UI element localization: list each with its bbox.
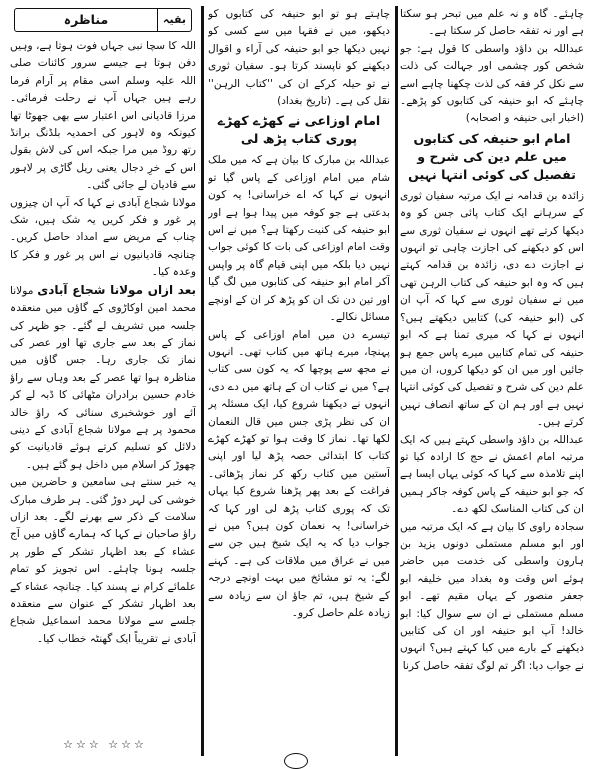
- end-stars-ornament: ☆☆☆ ☆☆☆: [63, 738, 147, 751]
- article-title: مناظرہ: [63, 12, 109, 28]
- paragraph: تیسرے دن میں امام اوزاعی کے پاس پہنچا، میرے ہاتھ میں کتاب تھی۔ انہوں نے مجھ سے پوچھا کہ یہ کون سی کتاب ہے؟ میں نے کتاب ان کے ہاتھ میں دے دی، انہوں نے دیکھنا شروع کیا، ایک مسئلہ پر ان کی نظر پڑی جس میں قال النعمان لکھا تھا۔ نماز کا وقت ہوا تو کھڑے کھڑے کتاب کا ابتدائی حصہ پڑھ لیا اور اپنی آستین میں کتاب رکھ کر نماز پڑھائی۔ فراغت کے بعد پھر پڑھنا شروع کیا یہاں تک کہ پوری کتاب پڑھ لی اور کہا کہ خراسانی! یہ نعمان کون ہیں؟ میں نے جواب دیا کہ یہ ایک شیخ ہیں جن سے میں نے عراق میں ملاقات کی ہے۔ کہنے لگے: یہ تو مشائخ میں بہت اونچے درجہ کے شیخ ہیں، تم جاؤ ان سے زیادہ سے زیادہ علم حاصل کرو۔: [208, 328, 390, 619]
- continued-tab: بقیہ: [157, 9, 191, 31]
- right-column: [400, 6, 584, 754]
- paragraph: [10, 282, 196, 474]
- column-divider-left: [201, 6, 204, 756]
- paragraph: عبداللہ بن مبارک کا بیان ہے کہ میں ملک شام میں امام اوزاعی کے پاس گیا تو انہوں نے کہا کہ اے خراسانی! یہ کون بدعتی ہے جو کوفہ میں پیدا ہوا ہے اور ابو حنیفہ کی کنیت رکھتا ہے؟ میں نے اس وقت امام اوزاعی کی بات کا کوئی جواب نہیں دیا بلکہ میں اپنی قیام گاہ پر واپس آکر امام ابو حنیفہ کی کتابوں میں لگ گیا اور تین دن تک ان کو پڑھ کر ان کے اونچے مسائل نکالے۔: [208, 154, 390, 324]
- section-heading: امام اوزاعی نے کھڑے کھڑے پوری کتاب پڑھ لی: [217, 113, 381, 147]
- paragraph: سجادہ راوی کا بیان ہے کہ ایک مرتبہ میں اور ابو مسلم مستملی دونوں یزید بن ہارون واسطی کی خدمت میں حاضر ہوئے اس وقت وہ بغداد میں خلیفہ ابو جعفر منصور کے یہاں مقیم تھے۔ ابو مسلم مستملی نے ان سے سوال کیا: ابو خالد! آپ ابو حنیفہ اور ان کی کتابیں دیکھنے کے بارے میں کیا کہتے ہیں؟ انہوں نے جواب دیا: اگر تم لوگ تفقہ حاصل کرنا: [400, 520, 584, 672]
- paragraph: اللہ کا سچا نبی جہاں فوت ہوتا ہے، وہیں دفن ہوتا ہے جیسے سرور کائنات صلی اللہ علیہ وسلم اسی مقام پر آرام فرما رہے ہیں جہاں آپ نے رحلت فرمائی۔ مرزا قادیانی اس اعتبار سے بھی جھوٹا تھا کیونکہ وہ لاہور کی احمدیہ بلڈنگ برانڈ رتھ روڈ میں مرا جبکہ اس کی لاش بقول اس کے خرِ دجال یعنی ریل گاڑی پر لاہور سے قادیان لے جائی گئی۔: [10, 40, 196, 192]
- middle-column: [208, 6, 390, 754]
- paragraph-lead: بعد ازاں مولانا شجاع آبادی: [37, 282, 196, 297]
- paragraph: چاہئے۔ گاہ و نہ علم میں تبحر ہو سکتا ہے اور نہ تفقہ حاصل کر سکتا ہے۔: [400, 8, 584, 38]
- paragraph: یہ خبر سنتے ہی سامعین و حاضرین میں خوشی کی لہر دوڑ گئی۔ ہر طرف مبارک سلامت کے ذکر سے بھرنے لگے۔ بعد ازاں راؤ صاحبان نے کہا کہ ہمارے گاؤں میں آج عشاء کے بعد اظہار تشکر کے طور پر جلسہ ہونا چاہئے۔ اس تجویز کو تمام علمائے کرام نے پسند کیا۔ چنانچہ عشاء کے بعد اظہار تشکر کے عنوان سے منعقدہ جلسے سے مولانا محمد اسماعیل شجاع آبادی نے تقریباً ایک گھنٹہ خطاب کیا۔: [10, 476, 196, 645]
- page-number-ornament: [284, 753, 308, 769]
- continued-title-box: [14, 8, 192, 32]
- paragraph: عبداللہ بن داؤد واسطی کہتے ہیں کہ ایک مرتبہ امام اعمش نے حج کا ارادہ کیا تو اپنے تلامذہ سے کہا کہ کوئی یہاں ایسا ہے کہ جو ابو حنیفہ کے پاس کوفہ جاکر ہمیں ان کی کتاب المناسک لکھ دے۔: [400, 433, 584, 516]
- paragraph-body: مولانا محمد امین اوکاڑوی کے گاؤں میں منعقدہ جلسہ میں تشریف لے گئے۔ جو ظہر کی نماز کے بعد سے جاری تھا اور عصر کی نماز تک جاری رہا۔ جس گاؤں میں مناظرہ ہوا تھا عصر کے بعد وہاں سے راؤ خادم حسین برادران مٹھائی کا ڈبہ لے کر آئے اور خوشخبری سنائی کہ راؤ خالد محمود پر ہے مولانا شجاع آبادی کے دینی دلائل کو تسلیم کرتے ہوئے قادیانیت کو چھوڑ کر اسلام میں داخل ہو گئے ہیں۔: [10, 284, 196, 471]
- paragraph: مولانا شجاع آبادی نے کہا کہ آپ ان چیزوں پر غور و فکر کریں یہ شک ہیں، شک چناب کے مریض سے امداد حاصل کریں۔ چنانچہ قادیانیوں نے اس پر غور و فکر کا وعدہ کیا۔: [10, 196, 196, 279]
- left-column: [10, 6, 196, 736]
- paragraph: عبداللہ بن داؤد واسطی کا قول ہے: جو شخص کور چشمی اور جہالت کی ذلت سے نکل کر فقہ کی لذت چکھنا چاہے اسے چاہئے کہ ابو حنیفہ کی کتابوں کو پڑھے۔ (اخبار ابی حنیفہ و اصحابہ): [400, 42, 584, 125]
- paragraph: زائدہ بن قدامہ نے ایک مرتبہ سفیان ثوری کے سرہانے ایک کتاب پائی جس کو وہ دیکھا کرتے تھے انہوں نے سفیان ثوری سے اس کو دیکھنے کی اجازت چاہی تو انہوں نے اجازت دے دی، زائدہ بن قدامہ کہتے ہیں کہ وہ ابو حنیفہ کی کتاب الرہن تھی میں نے سفیان ثوری سے کہا کہ آپ ان کی (ابو حنیفہ کی) کتابیں دیکھتے ہیں؟ انہوں نے کہا کہ میری تمنا ہے کہ ابو حنیفہ کی تمام کتابیں میرے پاس جمع ہو جائیں اور میں ان کو دیکھا کروں، ان میں علم دین کی شرح و تفصیل کی کوئی انتہا نہیں ہے اور ہم ان کے ساتھ انصاف نہیں کرتے ہیں۔: [400, 189, 584, 429]
- column-divider-right: [395, 6, 398, 756]
- paragraph: چاہتے ہو تو ابو حنیفہ کی کتابوں کو دیکھو، میں نے فقہا میں سے کسی کو نہیں دیکھا جو ابو حنیفہ کی آراء و اقوال دیکھنے کو ناپسند کرتا ہو۔ سفیان ثوری نے تو حیلہ کرکے ان کی ''کتاب الرہن'' نقل کی ہے۔ (تاریخ بغداد): [208, 8, 390, 108]
- section-heading: امام ابو حنیفہ کی کتابوں میں علم دین کی شرح و تفصیل کی کوئی انتہا نہیں: [408, 130, 576, 182]
